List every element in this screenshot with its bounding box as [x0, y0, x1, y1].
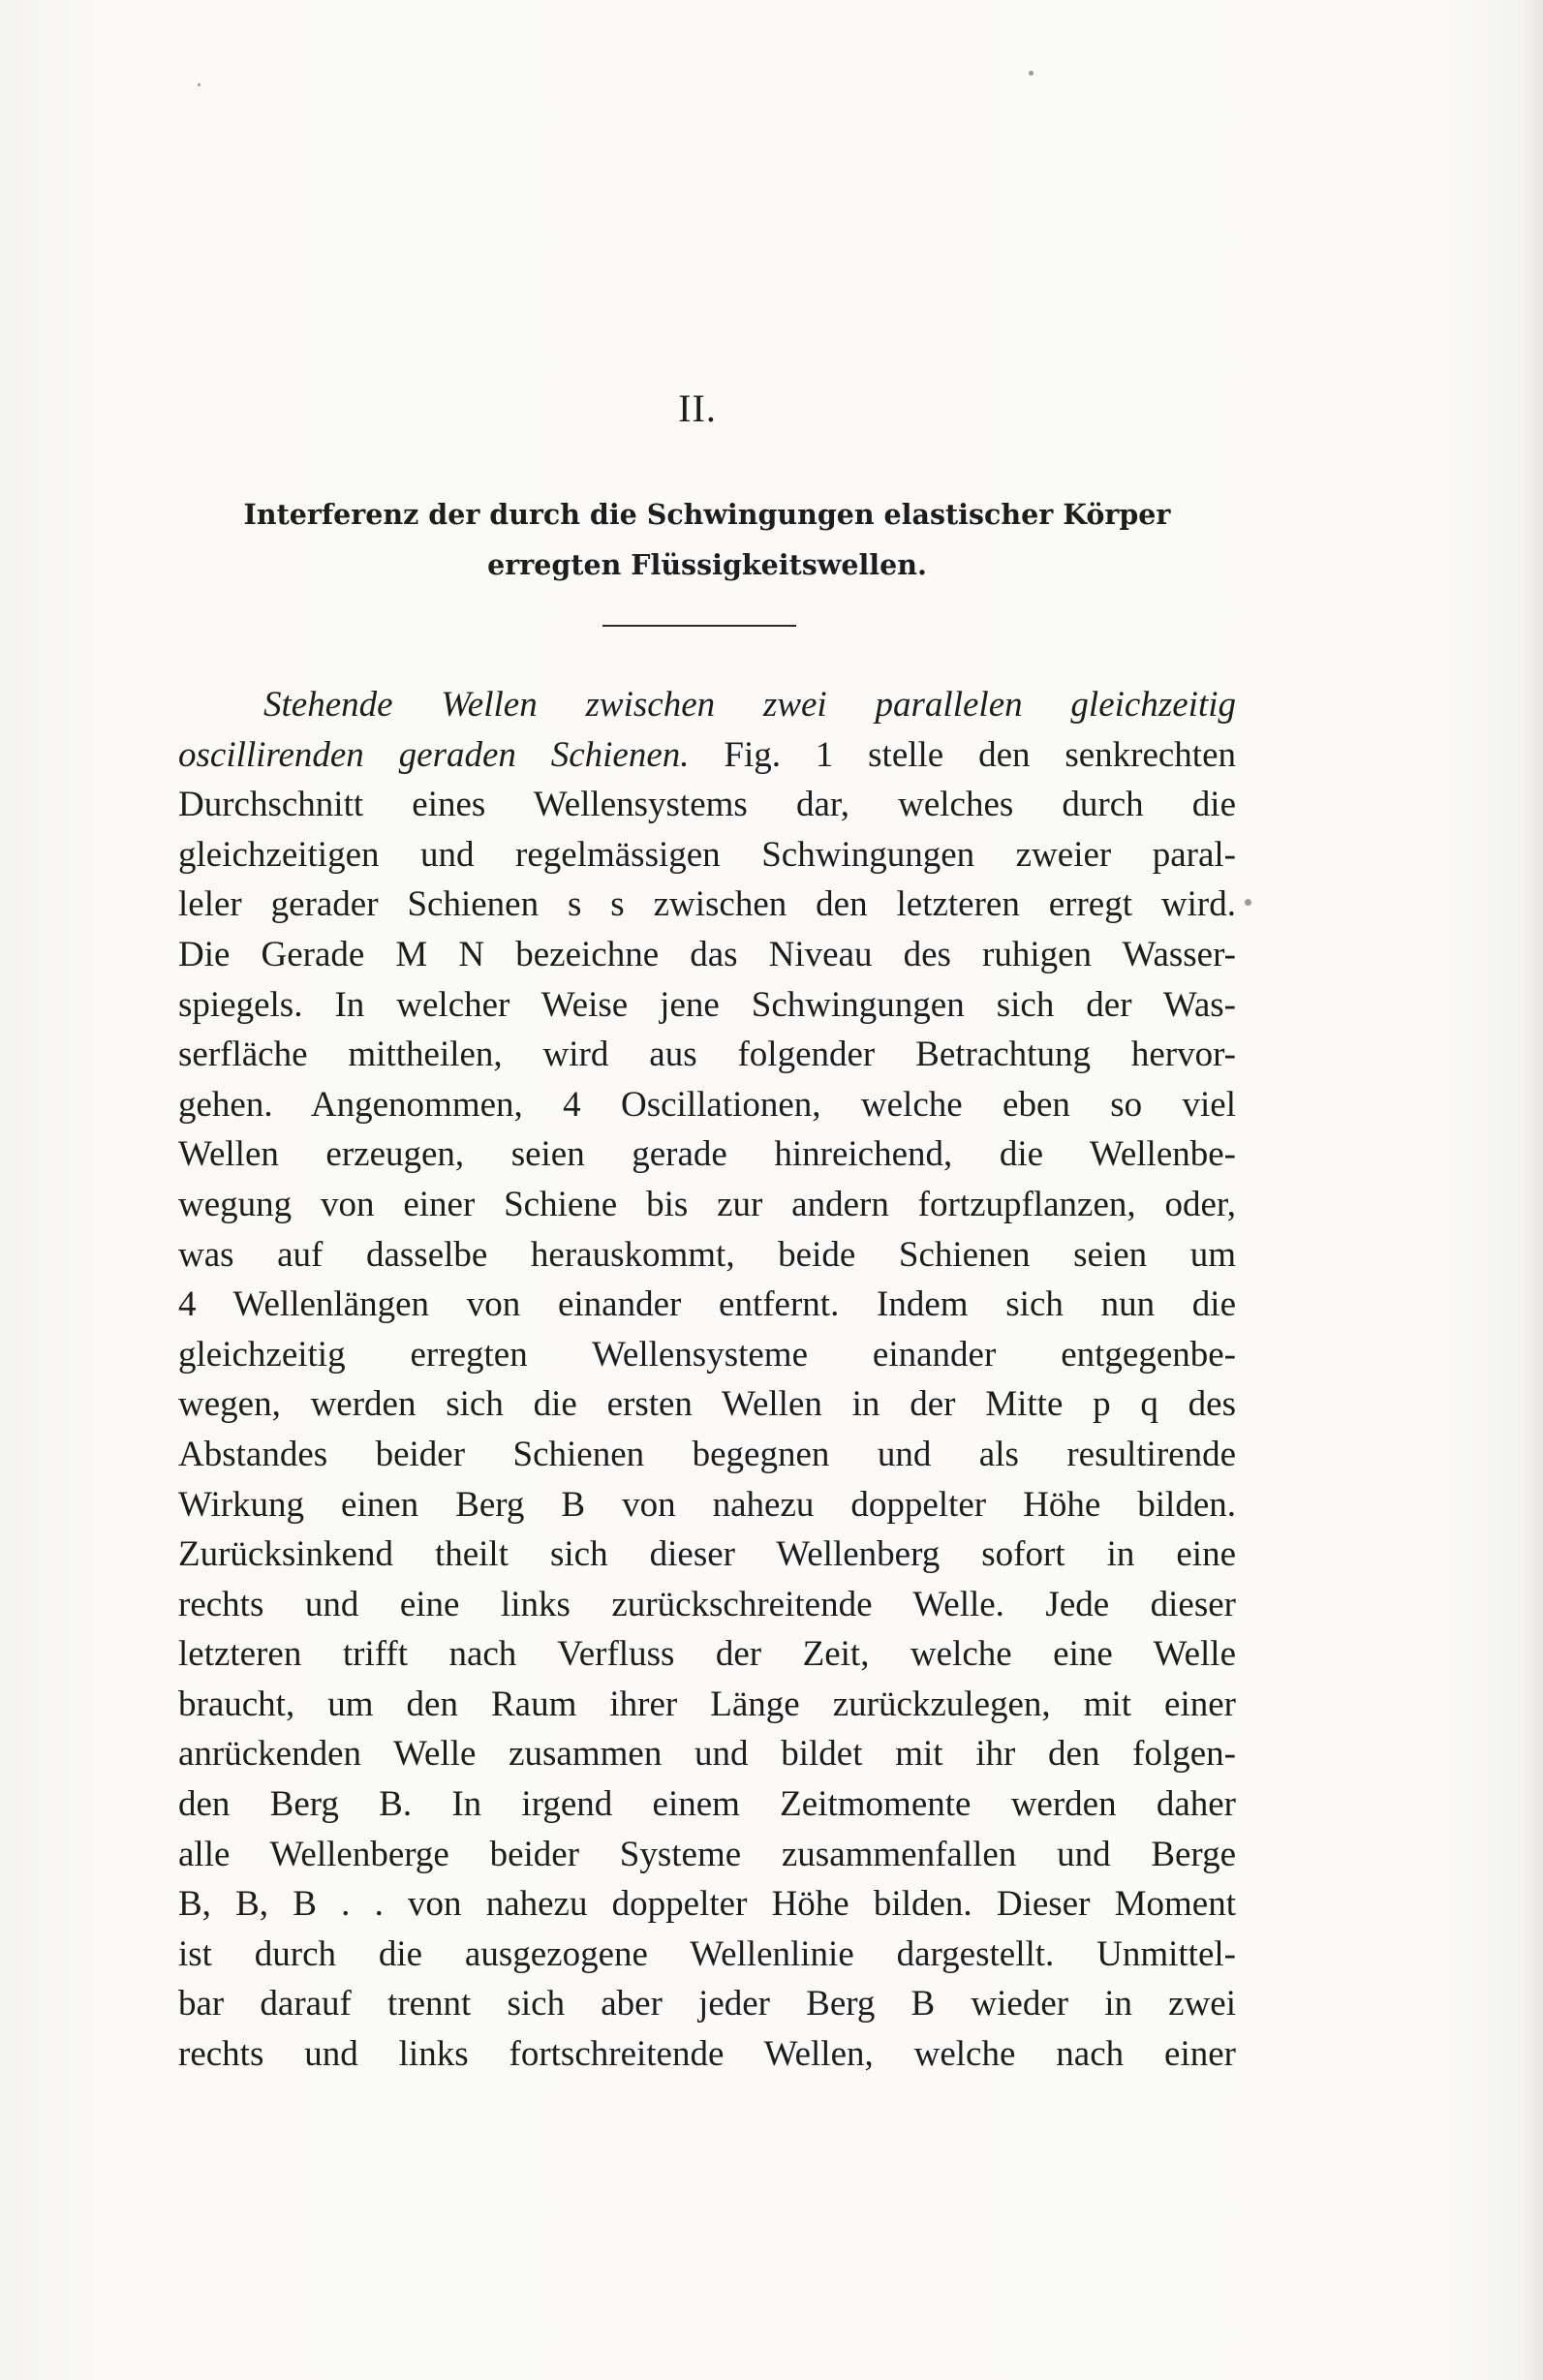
paragraph-line: Wellen erzeugen, seien gerade hinreichend, die Wellenbe-	[178, 1134, 1236, 1175]
paragraph-line: den Berg B. In irgend einem Zeitmomente werden daher	[178, 1784, 1236, 1825]
paper-speck	[1245, 899, 1251, 906]
paragraph-line: Wirkung einen Berg B von nahezu doppelter Höhe bilden.	[178, 1484, 1236, 1525]
paragraph-line: oscillirenden geraden Schienen. Fig. 1 stelle den senkrechten	[178, 734, 1237, 775]
paragraph-line: rechts und eine links zurückschreitende Welle. Jede dieser	[178, 1584, 1236, 1624]
paragraph-line: ist durch die ausgezogene Wellenlinie dargestellt. Unmittel-	[178, 1933, 1236, 1974]
heading-line-2: erregten Flüssigkeitswellen.	[487, 548, 927, 581]
paragraph-line: Zurücksinkend theilt sich dieser Wellenberg sofort in eine	[178, 1534, 1236, 1575]
italic-lead: oscillirenden geraden Schienen.	[178, 734, 690, 775]
italic-lead: Stehende Wellen zwischen zwei parallelen gleichzeitig	[263, 685, 1236, 725]
paper-speck	[1029, 71, 1034, 76]
paragraph-line: gehen. Angenommen, 4 Oscillationen, welche eben so viel	[178, 1084, 1236, 1125]
paragraph-line: rechts und links fortschreitende Wellen, welche nach einer	[178, 2034, 1236, 2075]
page-edge-shadow	[1522, 0, 1543, 2380]
paragraph-line: gleichzeitigen und regelmässigen Schwingungen zweier paral-	[178, 834, 1236, 875]
paragraph-line: serfläche mittheilen, wird aus folgender Betrachtung hervor-	[178, 1035, 1236, 1075]
paragraph-line: 4 Wellenlängen von einander entfernt. Indem sich nun die	[178, 1284, 1236, 1325]
paragraph-line: anrückenden Welle zusammen und bildet mit ihr den folgen-	[178, 1734, 1236, 1775]
paragraph-line: bar darauf trennt sich aber jeder Berg B wieder in zwei	[178, 1984, 1236, 2025]
heading-line-1: Interferenz der durch die Schwingungen elastischer Körper	[243, 498, 1171, 531]
paper-speck	[198, 83, 201, 86]
paragraph-line: B, B, B . . von nahezu doppelter Höhe bilden. Dieser Moment	[178, 1884, 1236, 1925]
paragraph-line: was auf dasselbe herauskommt, beide Schienen seien um	[178, 1234, 1236, 1275]
paragraph-line: wegung von einer Schiene bis zur andern fortzupflanzen, oder,	[178, 1184, 1236, 1224]
section-heading	[174, 489, 1240, 590]
paragraph-line: Abstandes beider Schienen begegnen und als resultirende	[178, 1434, 1236, 1474]
paragraph-line: wegen, werden sich die ersten Wellen in der Mitte p q des	[178, 1384, 1236, 1425]
paragraph-line: braucht, um den Raum ihrer Länge zurückzulegen, mit einer	[178, 1684, 1236, 1724]
paragraph-line: leler gerader Schienen s s zwischen den letzteren erregt wird.	[178, 884, 1236, 925]
paragraph-line: Durchschnitt eines Wellensystems dar, welches durch die	[178, 785, 1236, 825]
body-paragraph	[178, 680, 1236, 2080]
heading-divider	[602, 625, 796, 627]
paragraph-line: letzteren trifft nach Verfluss der Zeit, welche eine Welle	[178, 1634, 1236, 1675]
paragraph-line	[178, 680, 1236, 730]
paragraph-line: spiegels. In welcher Weise jene Schwingungen sich der Was-	[178, 984, 1236, 1025]
paragraph-line: alle Wellenberge beider Systeme zusammenfallen und Berge	[178, 1834, 1236, 1874]
paragraph-line: gleichzeitig erregten Wellensysteme einander entgegenbe-	[178, 1334, 1236, 1375]
paragraph-line: Die Gerade M N bezeichne das Niveau des ruhigen Wasser-	[178, 934, 1236, 974]
section-number: II.	[678, 386, 717, 430]
